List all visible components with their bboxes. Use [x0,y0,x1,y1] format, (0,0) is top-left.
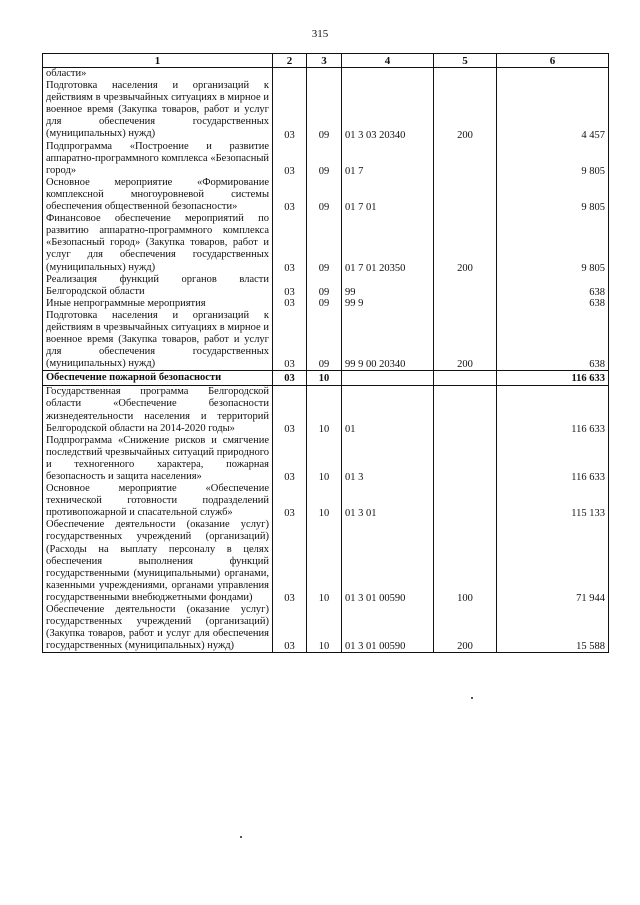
row-pr: 10 [307,483,342,519]
row-sum: 638 [497,310,609,371]
header-col-3: 3 [307,54,342,68]
row-vr [434,483,497,519]
table-row [43,386,609,435]
row-rz: 03 [273,298,307,310]
row-sum: 9 805 [497,213,609,273]
table-row [43,80,609,140]
row-vr: 200 [434,213,497,273]
row-vr [434,68,497,81]
row-rz: 03 [273,435,307,483]
row-name: Основное мероприятие «Формирование комплексной многоуровневой системы обеспечения общественной безопасности» [43,177,273,213]
table-row [43,435,609,483]
row-name: Реализация функций органов власти Белгородской области [43,274,273,298]
row-sum: 71 944 [497,519,609,604]
row-csr: 01 7 01 [342,177,434,213]
row-name: Иные непрограммные мероприятия [43,298,273,310]
row-csr: 99 [342,274,434,298]
row-vr: 200 [434,80,497,140]
row-csr: 99 9 00 20340 [342,310,434,371]
row-csr: 01 3 01 [342,483,434,519]
row-vr [434,274,497,298]
row-rz: 03 [273,177,307,213]
header-col-6: 6 [497,54,609,68]
row-sum: 9 805 [497,177,609,213]
section-rz: 03 [273,371,307,386]
row-vr [434,435,497,483]
row-name: Финансовое обеспечение мероприятий по развитию аппаратно-программного комплекса «Безопасный город» (Закупка товаров, работ и услуг для обеспечения государственных (муниципальных) нужд) [43,213,273,273]
row-sum: 116 633 [497,435,609,483]
row-pr: 10 [307,604,342,653]
row-csr: 01 3 [342,435,434,483]
table-row [43,310,609,371]
row-sum: 115 133 [497,483,609,519]
row-csr [342,68,434,81]
row-pr [307,68,342,81]
row-sum: 9 805 [497,141,609,177]
row-pr: 09 [307,177,342,213]
table-row [43,141,609,177]
row-rz [273,68,307,81]
row-sum: 15 588 [497,604,609,653]
section-row [43,371,609,386]
row-name: Обеспечение деятельности (оказание услуг) государственных учреждений (организаций) (Расходы на выплату персоналу в целях обеспечения выполнения функций государственными (муниципальными) органами, казенными учреждениями, органами управления государственными внебюджетными фондами) [43,519,273,604]
row-csr: 01 3 01 00590 [342,519,434,604]
row-rz: 03 [273,386,307,435]
row-name: Подпрограмма «Снижение рисков и смягчение последствий чрезвычайных ситуаций природного и техногенного характера, пожарная безопасность и защита населения» [43,435,273,483]
row-pr: 09 [307,310,342,371]
row-pr: 09 [307,213,342,273]
row-name: Подпрограмма «Построение и развитие аппаратно-программного комплекса «Безопасный город» [43,141,273,177]
section-name: Обеспечение пожарной безопасности [43,371,273,386]
header-col-5: 5 [434,54,497,68]
row-pr: 09 [307,80,342,140]
row-csr: 01 3 03 20340 [342,80,434,140]
row-name: Государственная программа Белгородской области «Обеспечение безопасности жизнедеятельности населения и территорий Белгородской области на 2014-2020 годы» [43,386,273,435]
row-rz: 03 [273,483,307,519]
row-vr [434,386,497,435]
row-vr [434,298,497,310]
row-rz: 03 [273,519,307,604]
row-vr [434,177,497,213]
row-vr: 200 [434,310,497,371]
row-csr: 01 7 01 20350 [342,213,434,273]
row-pr: 10 [307,519,342,604]
section-vr [434,371,497,386]
row-csr: 01 7 [342,141,434,177]
row-rz: 03 [273,274,307,298]
row-sum: 638 [497,274,609,298]
row-vr [434,141,497,177]
header-col-4: 4 [342,54,434,68]
row-pr: 09 [307,274,342,298]
table-row [43,483,609,519]
row-sum [497,68,609,81]
row-name: области» [43,68,273,81]
row-pr: 10 [307,435,342,483]
section-csr [342,371,434,386]
row-csr: 01 [342,386,434,435]
table-row [43,604,609,653]
page-number: 315 [311,28,329,40]
table-row [43,298,609,310]
row-sum: 4 457 [497,80,609,140]
row-vr: 200 [434,604,497,653]
row-csr: 99 9 [342,298,434,310]
header-col-2: 2 [273,54,307,68]
row-rz: 03 [273,80,307,140]
row-sum: 116 633 [497,386,609,435]
table-row [43,177,609,213]
row-rz: 03 [273,141,307,177]
row-csr: 01 3 01 00590 [342,604,434,653]
row-vr: 100 [434,519,497,604]
row-sum: 638 [497,298,609,310]
scan-speck [471,697,473,699]
header-col-1: 1 [43,54,273,68]
table-row [43,274,609,298]
row-rz: 03 [273,604,307,653]
header-row [43,54,609,68]
row-pr: 09 [307,141,342,177]
row-rz: 03 [273,310,307,371]
row-name: Подготовка населения и организаций к действиям в чрезвычайных ситуациях в мирное и военное время (Закупка товаров, работ и услуг для обеспечения государственных (муниципальных) нужд) [43,310,273,371]
row-name: Подготовка населения и организаций к действиям в чрезвычайных ситуациях в мирное и военное время (Закупка товаров, работ и услуг для обеспечения государственных (муниципальных) нужд) [43,80,273,140]
row-name: Обеспечение деятельности (оказание услуг) государственных учреждений (организаций) (Закупка товаров, работ и услуг для обеспечения государственных (муниципальных) нужд) [43,604,273,653]
section-sum: 116 633 [497,371,609,386]
table-row [43,519,609,604]
row-pr: 10 [307,386,342,435]
section-pr: 10 [307,371,342,386]
row-name: Основное мероприятие «Обеспечение технической готовности подразделений противопожарной и спасательной служб» [43,483,273,519]
table-row [43,68,609,81]
row-rz: 03 [273,213,307,273]
scan-speck [240,836,242,838]
budget-table [42,53,609,653]
row-pr: 09 [307,298,342,310]
table-row [43,213,609,273]
